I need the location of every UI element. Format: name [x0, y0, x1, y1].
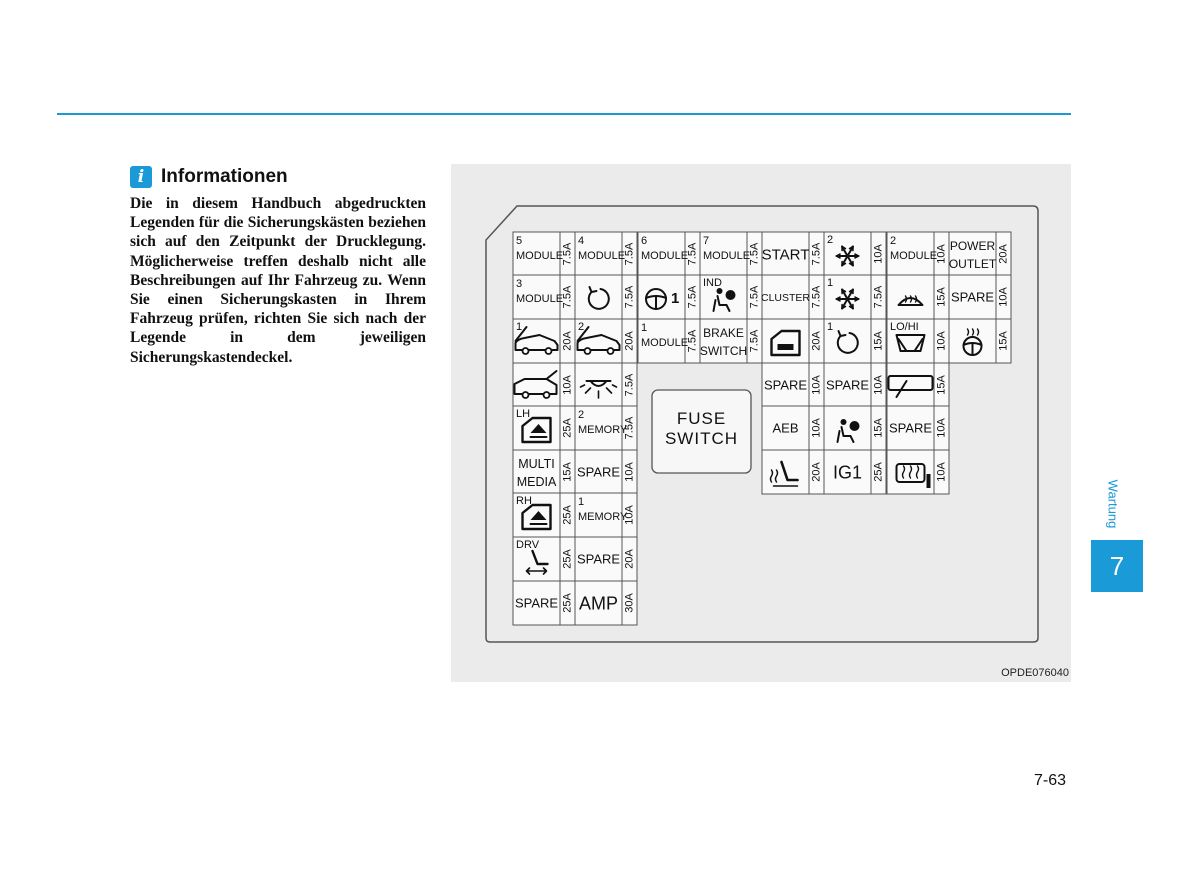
- fuse-label: IND: [703, 277, 722, 289]
- fuse-label: SPARE: [763, 377, 808, 393]
- fuse-rating: 7.5A: [623, 242, 636, 266]
- fuse-label: MODULE: [703, 250, 751, 262]
- chapter-side-label: [1104, 472, 1122, 536]
- fuse-rating: 15A: [997, 331, 1010, 351]
- fuse-cell: [887, 363, 949, 407]
- fuse-rating: 7.5A: [748, 329, 761, 353]
- fuse-cell: [824, 450, 886, 494]
- fuse-label: 1: [578, 496, 585, 508]
- fuse-cell: [824, 406, 886, 450]
- fuse-cell: [638, 319, 700, 363]
- fuse-label: LO/HI: [890, 321, 919, 333]
- fuse-rating: 20A: [810, 331, 823, 351]
- fuse-label: POWER: [949, 239, 996, 253]
- fuse-label: 5: [516, 235, 523, 247]
- fuse-cell: [887, 275, 949, 319]
- fuse-label: 4: [578, 235, 585, 247]
- fuse-label: AMP: [578, 593, 619, 614]
- page-number: 7-63: [1034, 772, 1067, 789]
- fuse-cell: [762, 319, 824, 363]
- chapter-tab: 7: [1091, 540, 1143, 592]
- fuse-box-diagram: [451, 164, 1071, 682]
- info-title: Informationen: [161, 166, 288, 187]
- fuse-rating: 7.5A: [686, 242, 699, 266]
- fuse-label: 3: [516, 278, 523, 290]
- fuse-cell: [513, 450, 575, 494]
- info-heading: [130, 166, 288, 188]
- fuse-rating: 7.5A: [748, 285, 761, 309]
- fuse-rating: 15A: [872, 418, 885, 438]
- fuse-cell: [761, 275, 824, 319]
- fuse-label: IG1: [832, 462, 863, 483]
- fuse-cell: [887, 232, 949, 276]
- fuse-rating: 30A: [623, 593, 636, 613]
- fuse-rating: 7.5A: [748, 242, 761, 266]
- fuse-cell: [824, 363, 886, 407]
- fuse-label: 2: [827, 234, 834, 246]
- fuse-cell: [700, 232, 762, 276]
- fuse-rating: 10A: [935, 418, 948, 438]
- fuse-label: MEMORY: [578, 511, 628, 523]
- fuse-label: 1: [827, 321, 834, 333]
- fuse-rating: 10A: [872, 244, 885, 264]
- fuse-rating: 20A: [623, 331, 636, 351]
- fuse-cell: [575, 319, 637, 363]
- fuse-cell: [575, 581, 637, 625]
- fuse-label: START: [761, 246, 810, 264]
- fuse-label: OUTLET: [948, 257, 997, 271]
- fuse-cell: [638, 275, 700, 319]
- fuse-rating: 7.5A: [561, 285, 574, 309]
- chapter-name: Wartung: [1105, 479, 1121, 529]
- info-icon: i: [130, 166, 152, 188]
- fuse-label: MODULE: [578, 250, 626, 262]
- fuse-cell: [575, 406, 637, 450]
- fuse-cell: [575, 232, 637, 276]
- fuse-rating: 15A: [935, 375, 948, 395]
- fuse-label: RH: [516, 495, 532, 507]
- fuse-label: SPARE: [950, 289, 995, 305]
- fuse-label: 1: [827, 277, 834, 289]
- fuse-cell: [887, 450, 949, 494]
- fuse-cell: [575, 493, 637, 537]
- info-body: Die in diesem Handbuch abgedruckten Legenden für die Sicherungskästen beziehen sich auf den Zeitpunkt der Drucklegung. Möglicherweise treffen deshalb nicht alle Beschreibungen auf Ihr Fahrzeug zu. Wenn Sie einen Sicherungskasten in Ihrem Fahrzeug prüfen, richten Sie sich nach der Legende in dem jeweiligen Sicherungskastendeckel.: [130, 195, 426, 366]
- fuse-box-figure: [451, 164, 1071, 682]
- fuse-rating: 15A: [935, 287, 948, 307]
- fuse-label: SPARE: [576, 551, 621, 567]
- fuse-label: MODULE: [641, 250, 689, 262]
- fuse-label: MULTI: [518, 457, 555, 471]
- fuse-label: MEDIA: [516, 475, 557, 489]
- fuse-cell: [887, 319, 949, 363]
- fuse-rating: 15A: [561, 462, 574, 482]
- fuse-label: CLUSTER: [760, 291, 811, 304]
- fuse-cell: [700, 319, 762, 363]
- fuse-cell: [949, 319, 1011, 363]
- fuse-cell: [824, 232, 886, 276]
- fuse-rating: 10A: [935, 331, 948, 351]
- fuse-cell: [762, 232, 824, 276]
- fuse-cell: [762, 363, 824, 407]
- fuse-cell: [513, 232, 575, 276]
- fuse-label: DRV: [516, 539, 540, 551]
- fuse-label: MODULE: [890, 250, 938, 262]
- fuse-cell: [513, 406, 575, 450]
- fuse-label: SPARE: [576, 464, 621, 480]
- fuse-label: 7: [703, 235, 710, 247]
- fuse-cell: [513, 275, 575, 319]
- fuse-rating: 20A: [810, 462, 823, 482]
- fuse-cell: [887, 406, 949, 450]
- fuse-rating: 7.5A: [810, 242, 823, 266]
- fuse-cell: [513, 537, 575, 581]
- fuse-label: 6: [641, 235, 648, 247]
- fuse-rating: 25A: [561, 505, 574, 525]
- fuse-cell: [762, 406, 824, 450]
- fuse-rating: 25A: [872, 462, 885, 482]
- fuse-cell: [638, 232, 700, 276]
- fuse-rating: 10A: [997, 287, 1010, 307]
- fuse-switch-label-line2: SWITCH: [664, 429, 739, 448]
- fuse-label: SPARE: [888, 420, 933, 436]
- fuse-rating: 7.5A: [686, 329, 699, 353]
- fuse-label: MODULE: [516, 250, 564, 262]
- fuse-rating: 10A: [623, 505, 636, 525]
- fuse-rating: 10A: [810, 418, 823, 438]
- fuse-rating: 7.5A: [872, 285, 885, 309]
- fuse-label: LH: [516, 408, 531, 420]
- fuse-label: BRAKE: [703, 326, 744, 340]
- fuse-label: 2: [578, 409, 585, 421]
- fuse-cell: [575, 450, 637, 494]
- fuse-cell: [513, 319, 575, 363]
- fuse-rating: 10A: [935, 462, 948, 482]
- fuse-label: 2: [890, 235, 897, 247]
- fuse-rating: 10A: [561, 375, 574, 395]
- fuse-rating: 25A: [561, 549, 574, 569]
- fuse-cell: [762, 450, 824, 494]
- fuse-rating: 25A: [561, 593, 574, 613]
- fuse-label: AEB: [772, 420, 799, 436]
- fuse-rating: 7.5A: [623, 285, 636, 309]
- fuse-rating: 7.5A: [623, 416, 636, 440]
- fuse-rating: 7.5A: [623, 373, 636, 397]
- fuse-cell: [513, 363, 575, 407]
- fuse-label: MODULE: [516, 293, 564, 305]
- fuse-label: MEMORY: [578, 424, 628, 436]
- fuse-cell: [513, 493, 575, 537]
- fuse-label: SPARE: [825, 377, 870, 393]
- fuse-rating: 10A: [935, 244, 948, 264]
- fuse-rating: 10A: [810, 375, 823, 395]
- fuse-label: 1: [671, 290, 680, 307]
- fuse-cell: [824, 275, 886, 319]
- fuse-cell: [575, 275, 637, 319]
- fuse-rating: 20A: [561, 331, 574, 351]
- fuse-rating: 10A: [872, 375, 885, 395]
- fuse-label: 1: [641, 322, 648, 334]
- fuse-cell: [575, 363, 637, 407]
- fuse-rating: 7.5A: [561, 242, 574, 266]
- fuse-cell: [513, 581, 575, 625]
- fuse-cell: [575, 537, 637, 581]
- fuse-rating: 10A: [623, 462, 636, 482]
- fuse-label: SWITCH: [699, 344, 748, 358]
- fuse-rating: 20A: [623, 549, 636, 569]
- fuse-rating: 7.5A: [686, 285, 699, 309]
- fuse-switch-label-line1: FUSE: [676, 409, 727, 428]
- fuse-cell: [949, 275, 1011, 319]
- fuse-label: SPARE: [514, 595, 559, 611]
- fuse-label: 2: [578, 321, 585, 333]
- figure-code: OPDE076040: [1001, 667, 1069, 679]
- fuse-cell: [949, 232, 1011, 276]
- fuse-label: MODULE: [641, 337, 689, 349]
- fuse-rating: 15A: [872, 331, 885, 351]
- fuse-rating: 20A: [997, 244, 1010, 264]
- header-rule: [57, 113, 1071, 115]
- fuse-label: 1: [516, 321, 523, 333]
- fuse-cell: [824, 319, 886, 363]
- fuse-rating: 7.5A: [810, 285, 823, 309]
- fuse-rating: 25A: [561, 418, 574, 438]
- fuse-cell: [700, 275, 762, 319]
